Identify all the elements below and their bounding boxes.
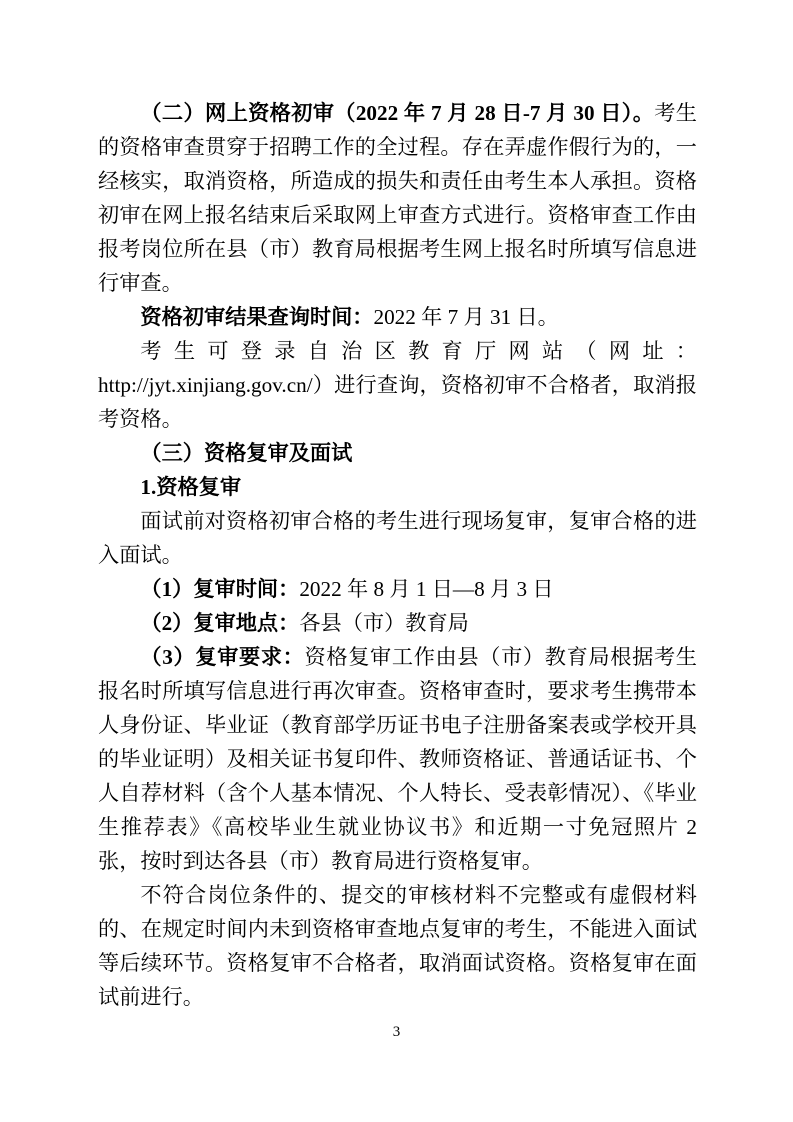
paragraph bbox=[98, 640, 697, 878]
document-body bbox=[98, 96, 697, 1014]
body-text: 2022 年 8 月 1 日—8 月 3 日 bbox=[299, 577, 554, 601]
body-text: 各县（市）教育局 bbox=[299, 611, 469, 635]
heading-text: 资格初审结果查询时间： bbox=[140, 305, 374, 329]
heading-text: （3）复审要求： bbox=[140, 645, 305, 669]
body-text: 2022 年 7 月 31 日。 bbox=[373, 305, 559, 329]
paragraph bbox=[98, 470, 697, 504]
body-text: 不符合岗位条件的、提交的审核材料不完整或有虚假材料的、在规定时间内未到资格审查地点复审的考生，不能进入面试等后续环节。资格复审不合格者，取消面试资格。资格复审在面试前进行。 bbox=[98, 883, 697, 1009]
paragraph bbox=[98, 334, 697, 436]
paragraph bbox=[98, 878, 697, 1014]
paragraph bbox=[98, 436, 697, 470]
heading-text: （三）资格复审及面试 bbox=[140, 441, 353, 465]
paragraph bbox=[98, 572, 697, 606]
page-number: 3 bbox=[392, 1024, 401, 1040]
heading-text: 1.资格复审 bbox=[140, 475, 242, 499]
body-text: ）进行查询，资格初审不合格者，取消报考资格。 bbox=[98, 373, 697, 431]
body-text: http://jyt.xinjiang.gov.cn/ bbox=[98, 373, 313, 397]
paragraph bbox=[98, 606, 697, 640]
body-text: 资格复审工作由县（市）教育局根据考生报名时所填写信息进行再次审查。资格审查时，要求考生携带本人身份证、毕业证（教育部学历证书电子注册备案表或学校开具的毕业证明）及相关证书复印件、教师资格证、普通话证书、个人自荐材料（含个人基本情况、个人特长、受表彰情况）、《毕业生推荐表》《高校毕业生就业协议书》和近期一寸免冠照片 2 张，按时到达各县（市）教育局进行资格复审。 bbox=[98, 645, 697, 873]
page-footer bbox=[0, 1022, 793, 1042]
heading-text: （二）网上资格初审（2022 年 7 月 28 日-7 月 30 日）。 bbox=[140, 101, 655, 125]
body-text: 考生可登录自治区教育厅网站（网址： bbox=[140, 339, 697, 363]
paragraph bbox=[98, 96, 697, 300]
heading-text: （2）复审地点： bbox=[140, 611, 300, 635]
heading-text: （1）复审时间： bbox=[140, 577, 300, 601]
paragraph bbox=[98, 300, 697, 334]
body-text: 面试前对资格初审合格的考生进行现场复审，复审合格的进入面试。 bbox=[98, 509, 697, 567]
paragraph bbox=[98, 504, 697, 572]
body-text: 考生的资格审查贯穿于招聘工作的全过程。存在弄虚作假行为的，一经核实，取消资格，所造成的损失和责任由考生本人承担。资格初审在网上报名结束后采取网上审查方式进行。资格审查工作由报考岗位所在县（市）教育局根据考生网上报名时所填写信息进行审查。 bbox=[98, 101, 697, 295]
